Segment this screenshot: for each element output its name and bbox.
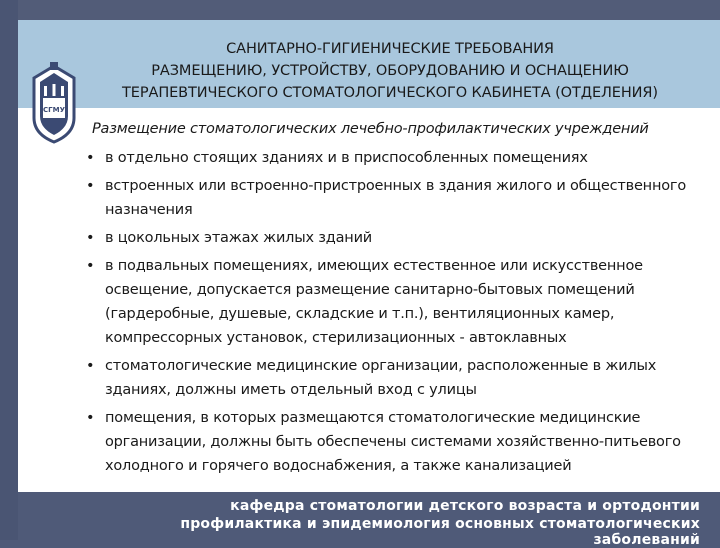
left-frame (0, 0, 18, 540)
list-item-text: в цокольных этажах жилых зданий (105, 230, 373, 246)
logo-text: СГМУ (43, 106, 65, 114)
bullet-icon: • (86, 150, 95, 166)
bullet-icon: • (86, 178, 95, 194)
bullet-list (86, 146, 706, 482)
bullet-icon: • (86, 258, 95, 274)
list-item (86, 226, 706, 250)
top-frame (0, 0, 720, 20)
list-item-text: встроенных или встроенно-пристроенных в здания жилого и общественного назначения (105, 178, 686, 218)
list-item-text: в отдельно стоящих зданиях и в приспособленных помещениях (105, 150, 588, 166)
footer-course: профилактика и эпидемиология основных стоматологических заболеваний (180, 516, 700, 548)
bullet-icon: • (86, 410, 95, 426)
section-subheading: Размещение стоматологических лечебно-профилактических учреждений (92, 121, 649, 137)
footer-department: кафедра стоматологии детского возраста и ортодонтии (230, 498, 700, 514)
title-line-3: ТЕРАПЕВТИЧЕСКОГО СТОМАТОЛОГИЧЕСКОГО КАБИНЕТА (ОТДЕЛЕНИЯ) (122, 85, 658, 101)
bullet-icon: • (86, 230, 95, 246)
list-item (86, 146, 706, 170)
university-crest-icon (28, 60, 80, 146)
list-item (86, 354, 706, 402)
list-item (86, 174, 706, 222)
list-item-text: в подвальных помещениях, имеющих естественное или искусственное освещение, допускается размещение санитарно-бытовых помещений (гардеробные, душевые, складские и т.п.), вентиляционных камер, компрессорных установок, стерилизационных - автоклавных (105, 258, 643, 346)
bullet-icon: • (86, 358, 95, 374)
title-line-2: РАЗМЕЩЕНИЮ, УСТРОЙСТВУ, ОБОРУДОВАНИЮ И ОСНАЩЕНИЮ (151, 63, 629, 79)
list-item-text: стоматологические медицинские организации, расположенные в жилых зданиях, должны иметь отдельный вход с улицы (105, 358, 657, 398)
page-title (80, 38, 700, 104)
title-line-1: САНИТАРНО-ГИГИЕНИЧЕСКИЕ ТРЕБОВАНИЯ (226, 41, 554, 57)
list-item (86, 406, 706, 478)
list-item (86, 254, 706, 350)
list-item-text: помещения, в которых размещаются стоматологические медицинские организации, должны быть обеспечены системами хозяйственно-питьевого холодного и горячего водоснабжения, а также канализацией (105, 410, 681, 474)
